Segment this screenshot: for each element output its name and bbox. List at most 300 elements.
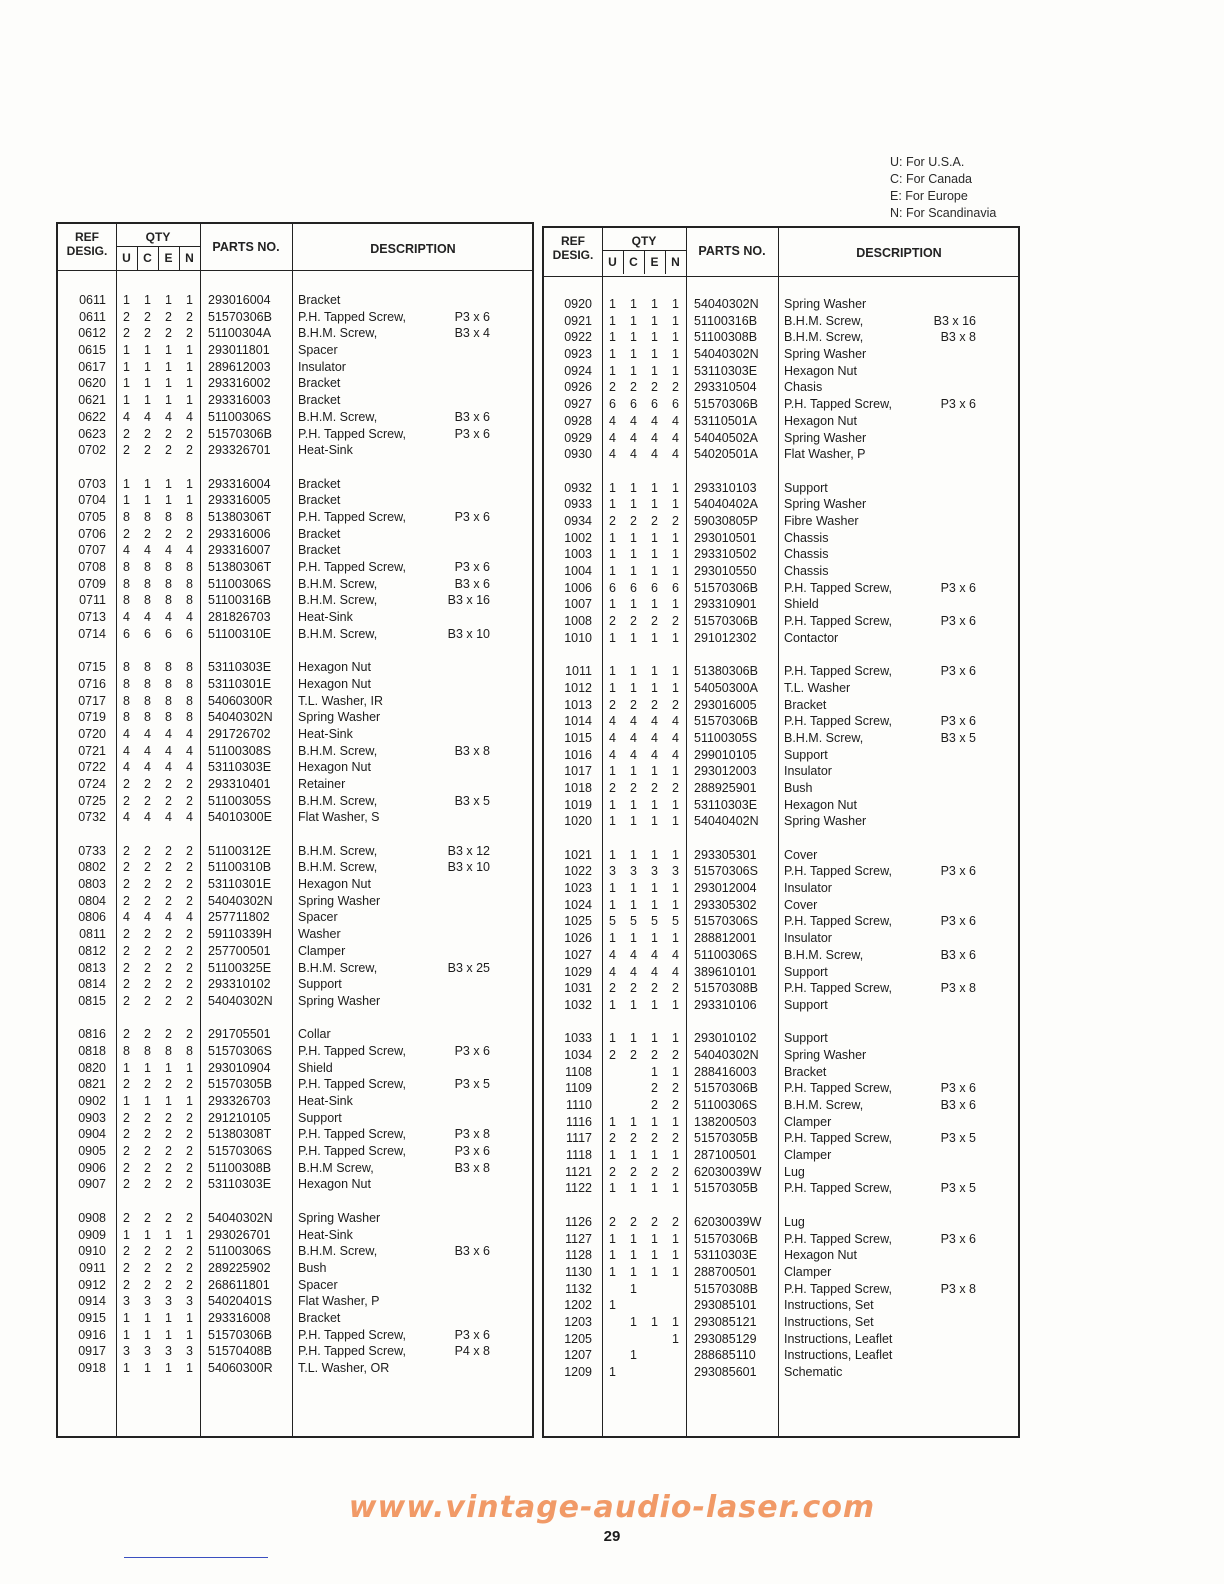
- qty-n-cell: 6: [672, 580, 679, 595]
- ref-desig-cell: 1024: [564, 897, 592, 912]
- qty-e-cell: 4: [165, 610, 172, 625]
- parts-no-cell: 293016005: [694, 697, 757, 712]
- parts-no-cell: 51100306S: [208, 576, 272, 591]
- description-cell: P.H. Tapped Screw,: [784, 580, 892, 595]
- qty-n-cell: 1: [672, 480, 679, 495]
- qty-e-cell: 1: [651, 1064, 658, 1079]
- description-cell: Instructions, Leaflet: [784, 1348, 893, 1363]
- size-cell: P3 x 5: [940, 1181, 976, 1196]
- qty-c-cell: 2: [144, 1260, 151, 1275]
- description-cell: Insulator: [298, 359, 346, 374]
- qty-u-cell: 2: [123, 860, 130, 875]
- ref-desig-cell: 0732: [78, 810, 106, 825]
- ref-desig-cell: 1202: [564, 1298, 592, 1313]
- table-row: [58, 1310, 532, 1327]
- qty-e-cell: 1: [651, 931, 658, 946]
- description-cell: P.H. Tapped Screw,: [298, 1327, 406, 1342]
- table-row: [58, 1360, 532, 1377]
- qty-u-cell: 2: [123, 1244, 130, 1259]
- parts-no-cell: 54010300E: [208, 810, 272, 825]
- ref-desig-cell: 0914: [78, 1294, 106, 1309]
- parts-no-cell: 53110303E: [694, 797, 758, 812]
- qty-e-cell: 4: [651, 714, 658, 729]
- qty-c-cell: 2: [144, 326, 151, 341]
- ref-desig-cell: 0928: [564, 413, 592, 428]
- qty-e-cell: 4: [165, 543, 172, 558]
- ref-desig-cell: 0719: [78, 710, 106, 725]
- description-cell: B.H.M. Screw,: [784, 1098, 864, 1112]
- qty-e-cell: 2: [651, 614, 658, 629]
- ref-desig-cell: 0620: [78, 376, 106, 391]
- qty-c-cell: 4: [144, 610, 151, 625]
- qty-u-cell: 6: [609, 580, 616, 595]
- qty-n-cell: 2: [186, 1110, 193, 1125]
- parts-no-cell: 293010904: [208, 1060, 271, 1075]
- qty-u-cell: 2: [609, 1164, 616, 1179]
- qty-e-cell: 4: [165, 726, 172, 741]
- ref-desig-cell: 1116: [566, 1114, 592, 1129]
- qty-n-cell: 3: [672, 864, 679, 879]
- qty-n-cell: 2: [186, 1144, 193, 1159]
- ref-desig-cell: 0916: [78, 1327, 106, 1342]
- parts-no-cell: 51100316B: [694, 313, 758, 328]
- ref-desig-cell: 1205: [564, 1331, 592, 1346]
- parts-no-cell: 293316007: [208, 543, 271, 558]
- ref-desig-cell: 1008: [564, 614, 592, 629]
- qty-n-cell: 1: [186, 1310, 193, 1325]
- table-row: [544, 1164, 1018, 1181]
- qty-c-cell: 2: [144, 893, 151, 908]
- table-row: [544, 413, 1018, 430]
- qty-e-cell: 8: [165, 576, 172, 591]
- ref-desig-cell: 0702: [78, 443, 106, 458]
- qty-e-cell: 1: [651, 1231, 658, 1246]
- parts-no-cell: 291210105: [208, 1110, 271, 1125]
- size-cell: B3 x 25: [447, 960, 490, 975]
- size-cell: B3 x 6: [940, 947, 976, 962]
- qty-u-cell: 8: [123, 509, 130, 524]
- size-cell: B3 x 6: [454, 1244, 490, 1259]
- header-u: U: [122, 251, 131, 265]
- description-cell: Heat-Sink: [298, 1094, 353, 1108]
- description-cell: Shield: [298, 1060, 333, 1075]
- qty-u-cell: 2: [609, 1047, 616, 1062]
- qty-n-cell: 2: [186, 860, 193, 875]
- qty-c-cell: 1: [144, 293, 151, 307]
- parts-no-cell: 293026701: [208, 1227, 271, 1242]
- qty-u-cell: 8: [123, 710, 130, 725]
- description-cell: B.H.M Screw,: [298, 1160, 374, 1175]
- qty-e-cell: 2: [165, 927, 172, 942]
- description-cell: Retainer: [298, 776, 346, 791]
- qty-n-cell: 2: [186, 426, 193, 441]
- parts-no-cell: 51100306S: [208, 409, 272, 424]
- table-row: [58, 1243, 532, 1260]
- qty-c-cell: 2: [144, 443, 151, 458]
- qty-n-cell: 1: [672, 1231, 679, 1246]
- qty-u-cell: 2: [123, 960, 130, 975]
- qty-e-cell: 4: [165, 810, 172, 825]
- qty-u-cell: 5: [609, 914, 616, 929]
- size-cell: P3 x 8: [940, 1281, 976, 1296]
- qty-c-cell: 1: [630, 497, 637, 512]
- parts-no-cell: 288685110: [694, 1348, 756, 1363]
- ref-desig-cell: 0905: [78, 1144, 106, 1159]
- parts-no-cell: 51100310B: [208, 860, 272, 875]
- ref-desig-cell: 0713: [78, 610, 106, 625]
- qty-c-cell: 1: [630, 764, 637, 779]
- qty-c-cell: 1: [630, 881, 637, 896]
- table-row: [58, 1343, 532, 1360]
- header-qty: QTY: [631, 234, 657, 248]
- qty-c-cell: 2: [144, 1077, 151, 1092]
- ref-desig-cell: 0921: [564, 313, 592, 328]
- table-row: [58, 509, 532, 526]
- parts-no-cell: 51570306S: [208, 1144, 272, 1159]
- parts-no-cell: 51570306B: [208, 426, 272, 441]
- qty-c-cell: 2: [630, 697, 637, 712]
- qty-e-cell: 6: [165, 626, 172, 641]
- table-row: [544, 880, 1018, 897]
- ref-desig-cell: 0802: [78, 860, 106, 875]
- qty-u-cell: 2: [609, 1131, 616, 1146]
- ref-desig-cell: 0813: [78, 960, 106, 975]
- description-cell: Bracket: [298, 1310, 341, 1325]
- qty-n-cell: 1: [672, 764, 679, 779]
- ref-desig-cell: 0733: [78, 843, 106, 858]
- qty-n-cell: 1: [186, 476, 193, 491]
- qty-c-cell: 1: [630, 530, 637, 545]
- qty-n-cell: 4: [672, 447, 679, 462]
- qty-c-cell: 1: [144, 343, 151, 358]
- qty-c-cell: 2: [144, 1144, 151, 1159]
- parts-no-cell: 53110303E: [208, 1177, 272, 1192]
- qty-n-cell: 1: [672, 497, 679, 512]
- ref-desig-cell: 0615: [78, 343, 106, 358]
- description-cell: Insulator: [784, 881, 832, 896]
- ref-desig-cell: 0811: [79, 927, 106, 942]
- qty-n-cell: 1: [672, 530, 679, 545]
- qty-c-cell: 1: [144, 393, 151, 408]
- ref-desig-cell: 1122: [565, 1181, 592, 1196]
- qty-n-cell: 2: [186, 877, 193, 892]
- qty-c-cell: 4: [144, 910, 151, 925]
- parts-no-cell: 54060300R: [208, 693, 273, 708]
- ref-desig-cell: 0611: [79, 309, 106, 324]
- qty-c-cell: 1: [630, 1314, 637, 1329]
- qty-n-cell: 1: [672, 347, 679, 362]
- ref-desig-cell: 0902: [78, 1094, 106, 1108]
- parts-no-cell: 51380308T: [208, 1127, 272, 1142]
- parts-no-cell: 54040302N: [694, 347, 759, 362]
- ref-desig-cell: 1023: [564, 881, 592, 896]
- table-row: [544, 446, 1018, 463]
- description-cell: P.H. Tapped Screw,: [784, 981, 892, 996]
- qty-c-cell: 1: [630, 1281, 637, 1296]
- qty-e-cell: 2: [165, 1260, 172, 1275]
- size-cell: P3 x 6: [940, 714, 976, 729]
- qty-u-cell: 4: [609, 430, 616, 445]
- qty-c-cell: 1: [144, 493, 151, 508]
- table-row: [544, 997, 1018, 1014]
- ref-desig-cell: 0821: [78, 1077, 106, 1092]
- qty-c-cell: 1: [630, 564, 637, 578]
- qty-e-cell: 4: [651, 964, 658, 979]
- qty-c-cell: 2: [144, 860, 151, 875]
- description-cell: Flat Washer, P: [298, 1294, 380, 1309]
- description-cell: P.H. Tapped Screw,: [784, 664, 892, 679]
- table-row: [544, 780, 1018, 797]
- qty-u-cell: 2: [123, 977, 130, 992]
- parts-no-cell: 293011801: [208, 343, 270, 358]
- parts-no-cell: 289225902: [208, 1260, 271, 1275]
- parts-no-cell: 389610101: [694, 964, 757, 979]
- table-row: [544, 863, 1018, 880]
- ref-desig-cell: 1207: [564, 1348, 592, 1363]
- description-cell: Heat-Sink: [298, 726, 353, 741]
- qty-n-cell: 1: [186, 1327, 193, 1342]
- qty-e-cell: 2: [651, 1081, 658, 1096]
- qty-e-cell: 1: [651, 764, 658, 779]
- qty-c-cell: 5: [630, 914, 637, 929]
- size-cell: B3 x 12: [447, 843, 490, 858]
- qty-n-cell: 1: [672, 1314, 679, 1329]
- qty-e-cell: 1: [651, 1114, 658, 1129]
- qty-c-cell: 6: [630, 580, 637, 595]
- qty-n-cell: 4: [672, 730, 679, 745]
- qty-e-cell: 1: [651, 847, 658, 862]
- qty-u-cell: 4: [123, 810, 130, 825]
- ref-desig-cell: 1014: [564, 714, 592, 729]
- parts-no-cell: 54050300A: [694, 680, 758, 695]
- description-cell: P.H. Tapped Screw,: [784, 397, 892, 412]
- ref-desig-cell: 0932: [564, 480, 592, 495]
- parts-no-cell: 51570408B: [208, 1344, 272, 1359]
- qty-c-cell: 2: [630, 1047, 637, 1062]
- ref-desig-cell: 0922: [564, 330, 592, 345]
- qty-c-cell: 8: [144, 693, 151, 708]
- description-cell: Bracket: [298, 493, 341, 508]
- qty-n-cell: 1: [186, 1094, 193, 1108]
- qty-u-cell: 1: [609, 497, 616, 512]
- parts-no-cell: 51380306T: [208, 509, 272, 524]
- ref-desig-cell: 1002: [564, 530, 592, 545]
- table-row: [544, 313, 1018, 330]
- qty-e-cell: 1: [165, 343, 172, 358]
- qty-u-cell: 2: [123, 1027, 130, 1042]
- qty-u-cell: 2: [123, 1127, 130, 1142]
- parts-no-cell: 293085121: [694, 1314, 757, 1329]
- qty-u-cell: 1: [609, 897, 616, 912]
- qty-c-cell: 8: [144, 593, 151, 608]
- table-row: [544, 930, 1018, 947]
- parts-no-cell: 293310901: [694, 597, 757, 612]
- qty-c-cell: 1: [630, 1264, 637, 1279]
- qty-u-cell: 4: [123, 543, 130, 558]
- table-row: [58, 1160, 532, 1177]
- qty-n-cell: 1: [672, 330, 679, 345]
- parts-no-cell: 288812001: [694, 931, 757, 946]
- qty-c-cell: 2: [630, 1131, 637, 1146]
- qty-c-cell: 8: [144, 509, 151, 524]
- description-cell: Clamper: [784, 1148, 832, 1163]
- description-cell: P.H. Tapped Screw,: [784, 1281, 892, 1296]
- qty-e-cell: 1: [651, 530, 658, 545]
- qty-e-cell: 8: [165, 660, 172, 675]
- ref-desig-cell: 1110: [566, 1098, 592, 1112]
- qty-u-cell: 4: [123, 910, 130, 925]
- table-row: [58, 993, 532, 1010]
- qty-u-cell: 1: [609, 480, 616, 495]
- qty-e-cell: 2: [165, 1277, 172, 1292]
- table-row: [544, 797, 1018, 814]
- page-number: 29: [603, 1528, 621, 1545]
- ref-desig-cell: 1117: [566, 1131, 592, 1146]
- table-row: [544, 913, 1018, 930]
- qty-c-cell: 1: [630, 1114, 637, 1129]
- parts-no-cell: 291705501: [208, 1027, 271, 1042]
- parts-no-cell: 293305302: [694, 897, 757, 912]
- description-cell: B.H.M. Screw,: [784, 330, 864, 345]
- qty-n-cell: 2: [672, 981, 679, 996]
- qty-e-cell: 1: [651, 997, 658, 1012]
- parts-no-cell: 257711802: [208, 910, 270, 925]
- qty-c-cell: 2: [630, 513, 637, 528]
- parts-no-cell: 51100306S: [694, 947, 758, 962]
- parts-no-cell: 293016004: [208, 293, 271, 307]
- parts-no-cell: 51100305S: [208, 793, 272, 808]
- description-cell: Spring Washer: [784, 347, 867, 362]
- parts-no-cell: 293310106: [694, 997, 757, 1012]
- table-row: [544, 730, 1018, 747]
- parts-no-cell: 268611801: [208, 1277, 270, 1292]
- qty-u-cell: 1: [609, 664, 616, 679]
- qty-n-cell: 2: [672, 1047, 679, 1062]
- qty-e-cell: 1: [651, 363, 658, 378]
- qty-u-cell: 4: [609, 714, 616, 729]
- ref-desig-cell: 0818: [78, 1043, 106, 1058]
- table-row: [544, 563, 1018, 580]
- size-cell: P3 x 6: [454, 509, 490, 524]
- size-cell: P3 x 6: [940, 914, 976, 929]
- ref-desig-cell: 1127: [565, 1231, 592, 1246]
- qty-u-cell: 2: [123, 843, 130, 858]
- qty-c-cell: 1: [630, 897, 637, 912]
- table-row: [58, 943, 532, 960]
- size-cell: P3 x 6: [940, 1231, 976, 1246]
- ref-desig-cell: 1018: [564, 780, 592, 795]
- qty-e-cell: 4: [651, 747, 658, 762]
- table-row: [58, 375, 532, 392]
- parts-no-cell: 51100308B: [694, 330, 758, 345]
- parts-no-cell: 51570306S: [208, 1043, 272, 1058]
- qty-n-cell: 1: [672, 1264, 679, 1279]
- table-row: [544, 980, 1018, 997]
- header-ref-desig: REF DESIG.: [552, 234, 594, 262]
- description-cell: Spring Washer: [784, 430, 867, 445]
- qty-e-cell: 4: [651, 413, 658, 428]
- qty-u-cell: 2: [123, 309, 130, 324]
- parts-no-cell: 62030039W: [694, 1164, 762, 1179]
- qty-u-cell: 2: [123, 893, 130, 908]
- qty-n-cell: 2: [186, 1260, 193, 1275]
- parts-no-cell: 51570306B: [694, 714, 758, 729]
- size-cell: P3 x 6: [940, 397, 976, 412]
- description-cell: B.H.M. Screw,: [298, 860, 378, 875]
- description-cell: B.H.M. Screw,: [784, 313, 864, 328]
- qty-n-cell: 2: [186, 960, 193, 975]
- qty-u-cell: 1: [123, 1094, 130, 1108]
- qty-u-cell: 2: [123, 927, 130, 942]
- qty-u-cell: 4: [609, 730, 616, 745]
- qty-e-cell: 1: [651, 1248, 658, 1263]
- parts-no-cell: 51570305B: [694, 1131, 758, 1146]
- table-row: [58, 893, 532, 910]
- qty-u-cell: 1: [609, 330, 616, 345]
- qty-n-cell: 1: [186, 493, 193, 508]
- qty-e-cell: 1: [165, 376, 172, 391]
- qty-n-cell: 2: [186, 443, 193, 458]
- header-u: U: [608, 255, 617, 269]
- ref-desig-cell: 1026: [564, 931, 592, 946]
- ref-desig-cell: 1016: [564, 747, 592, 762]
- qty-u-cell: 4: [123, 760, 130, 775]
- description-cell: Cover: [784, 897, 818, 912]
- qty-n-cell: 4: [186, 743, 193, 758]
- table-row: [58, 1210, 532, 1227]
- parts-no-cell: 53110501A: [694, 413, 758, 428]
- description-cell: B.H.M. Screw,: [298, 960, 378, 975]
- ref-desig-cell: 0612: [78, 326, 106, 341]
- ref-desig-cell: 1209: [564, 1365, 592, 1379]
- qty-c-cell: 4: [144, 810, 151, 825]
- qty-u-cell: 1: [609, 297, 616, 311]
- description-cell: T.L. Washer, OR: [298, 1361, 390, 1375]
- parts-no-cell: 51100310E: [208, 626, 272, 641]
- qty-n-cell: 4: [672, 413, 679, 428]
- qty-n-cell: 4: [186, 910, 193, 925]
- qty-e-cell: 1: [651, 881, 658, 896]
- qty-e-cell: 2: [165, 1110, 172, 1125]
- ref-desig-cell: 0725: [78, 793, 106, 808]
- parts-no-cell: 293316003: [208, 393, 271, 408]
- table-row: [544, 1114, 1018, 1131]
- qty-e-cell: 4: [165, 760, 172, 775]
- description-cell: Spring Washer: [784, 497, 867, 512]
- qty-e-cell: 3: [651, 864, 658, 879]
- table-row: [58, 1076, 532, 1093]
- qty-u-cell: 1: [609, 1264, 616, 1279]
- ref-desig-cell: 0820: [78, 1060, 106, 1075]
- table-row: [58, 576, 532, 593]
- qty-e-cell: 2: [651, 1098, 658, 1112]
- parts-no-cell: 288416003: [694, 1064, 757, 1079]
- size-cell: P3 x 6: [454, 1327, 490, 1342]
- description-cell: Spring Washer: [298, 893, 381, 908]
- ref-desig-cell: 0815: [78, 993, 106, 1008]
- table-row: [58, 526, 532, 543]
- qty-e-cell: 2: [165, 1160, 172, 1175]
- table-row: [58, 559, 532, 576]
- qty-u-cell: 1: [123, 359, 130, 374]
- qty-n-cell: 1: [672, 814, 679, 829]
- description-cell: Cover: [784, 847, 818, 862]
- ref-desig-cell: 1034: [564, 1047, 592, 1062]
- description-cell: Hexagon Nut: [298, 760, 371, 775]
- description-cell: Spacer: [298, 910, 338, 925]
- qty-u-cell: 2: [123, 326, 130, 341]
- qty-u-cell: 1: [609, 1031, 616, 1046]
